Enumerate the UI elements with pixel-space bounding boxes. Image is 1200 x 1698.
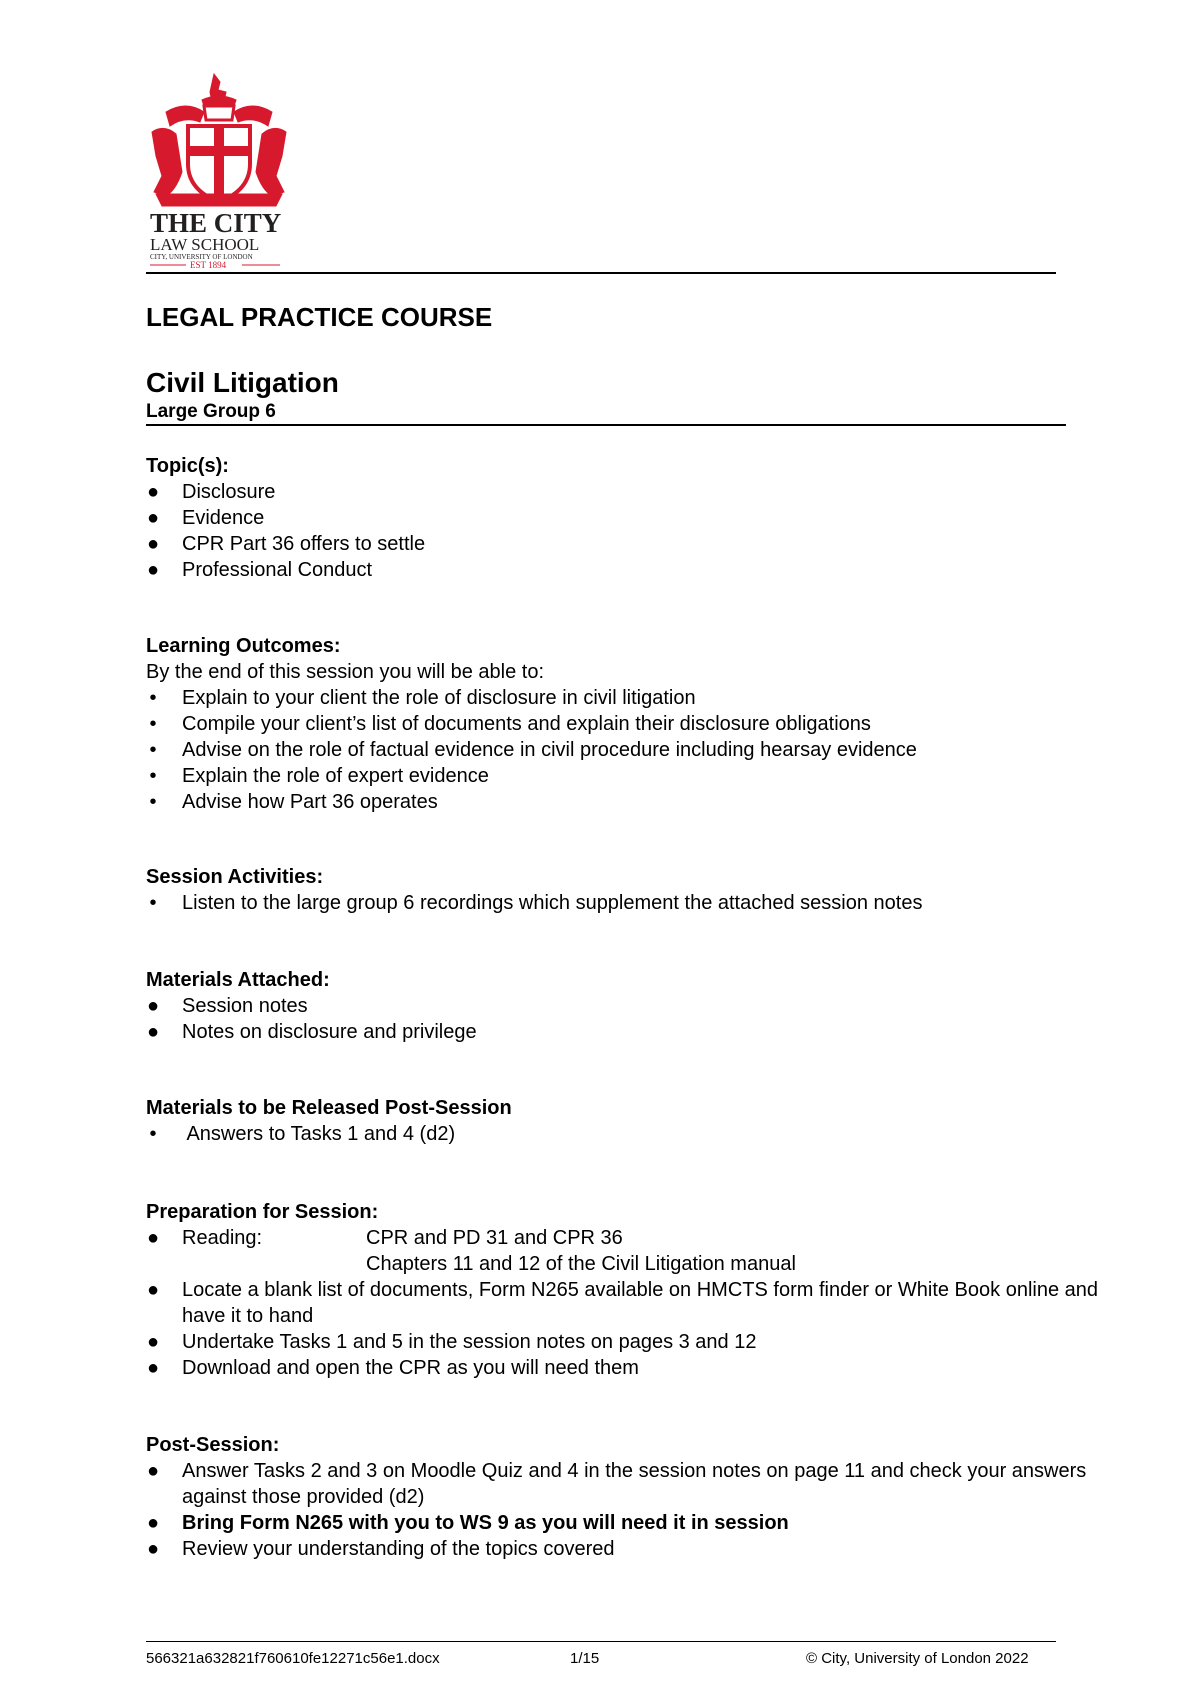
list-item: ● Review your understanding of the topics covered [146, 1538, 615, 1560]
list-item: • Answers to Tasks 1 and 4 (d2) [146, 1121, 1100, 1147]
activities-section [146, 864, 1100, 916]
list-item: ● Evidence [146, 507, 265, 529]
course-title: LEGAL PRACTICE COURSE [146, 302, 493, 332]
outcomes-heading: Learning Outcomes: [146, 635, 341, 657]
list-item: ● Bring Form N265 with you to WS 9 as you will need it in session [146, 1512, 789, 1534]
bullet-icon: ● [146, 1021, 160, 1043]
post-session-list [146, 1458, 1100, 1562]
list-item: ● Notes on disclosure and privilege [146, 1021, 477, 1043]
list-item: • Explain to your client the role of disclosure in civil litigation [146, 685, 1100, 711]
reading-line-2: Chapters 11 and 12 of the Civil Litigation manual [366, 1253, 796, 1275]
bullet-icon: • [149, 739, 157, 761]
list-item: ● Locate a blank list of documents, Form N265 available on HMCTS form finder or White Book online and have it to hand [146, 1279, 1098, 1327]
post-release-list [146, 1121, 1100, 1147]
header-rule [146, 272, 1056, 274]
materials-section [146, 967, 1100, 1045]
footer-filename: 566321a632821f760610fe12271c56e1.docx [146, 1650, 440, 1667]
city-law-school-logo [146, 72, 292, 268]
outcomes-intro: By the end of this session you will be able to: [146, 661, 545, 683]
bullet-icon: • [149, 713, 157, 735]
topics-heading: Topic(s): [146, 455, 229, 477]
logo-line-4: EST 1894 [190, 260, 227, 268]
reading-label: Reading: [182, 1227, 263, 1249]
preparation-list [146, 1225, 1100, 1381]
list-item: • Compile your client’s list of documents and explain their disclosure obligations [146, 711, 1100, 737]
outcomes-section [146, 633, 1100, 815]
group-subtitle: Large Group 6 [146, 401, 276, 422]
topics-section [146, 453, 1100, 583]
preparation-section [146, 1199, 1100, 1381]
bullet-icon: • [149, 1123, 157, 1145]
list-item: ● Answer Tasks 2 and 3 on Moodle Quiz and 4 in the session notes on page 11 and check your answers against those provided (d2) [146, 1460, 1087, 1508]
list-item: • Advise on the role of factual evidence in civil procedure including hearsay evidence [146, 737, 1100, 763]
materials-list [146, 993, 1100, 1045]
list-item: • Listen to the large group 6 recordings which supplement the attached session notes [146, 890, 1100, 916]
bullet-icon: ● [146, 481, 160, 503]
list-item: ● Session notes [146, 995, 308, 1017]
bullet-icon: ● [146, 995, 160, 1017]
activities-list [146, 890, 1100, 916]
bullet-icon: ● [146, 1538, 160, 1560]
bullet-icon: • [149, 687, 157, 709]
bullet-icon: • [149, 791, 157, 813]
materials-heading: Materials Attached: [146, 969, 330, 991]
list-item: ● Undertake Tasks 1 and 5 in the session notes on pages 3 and 12 [146, 1331, 757, 1353]
bullet-icon: ● [146, 1279, 160, 1301]
footer-copyright: © City, University of London 2022 [806, 1650, 1029, 1667]
topics-list [146, 479, 1100, 583]
post-release-heading: Materials to be Released Post-Session [146, 1097, 512, 1119]
post-release-section [146, 1095, 1100, 1147]
bullet-icon: ● [146, 1460, 160, 1482]
list-item: • Explain the role of expert evidence [146, 763, 1100, 789]
preparation-heading: Preparation for Session: [146, 1201, 379, 1223]
list-item [146, 1225, 1100, 1277]
logo-line-3: CITY, UNIVERSITY OF LONDON [150, 253, 253, 261]
bullet-icon: ● [146, 1357, 160, 1379]
bullet-icon: • [149, 892, 157, 914]
post-session-heading: Post-Session: [146, 1434, 280, 1456]
bullet-icon: ● [146, 559, 160, 581]
outcomes-list [146, 685, 1100, 815]
bullet-icon: ● [146, 1331, 160, 1353]
post-session-section [146, 1432, 1100, 1562]
list-item: ● Disclosure [146, 481, 276, 503]
activities-heading: Session Activities: [146, 866, 324, 888]
bullet-icon: • [149, 765, 157, 787]
bullet-icon: ● [146, 1227, 160, 1249]
logo-line-1: THE CITY [150, 208, 282, 238]
list-item: ● CPR Part 36 offers to settle [146, 533, 426, 555]
module-title: Civil Litigation [146, 367, 339, 398]
reading-line-1: CPR and PD 31 and CPR 36 [366, 1227, 623, 1249]
footer-page-number: 1/15 [570, 1650, 600, 1667]
bullet-icon: ● [146, 507, 160, 529]
title-rule [146, 424, 1066, 426]
list-item: ● Professional Conduct [146, 559, 373, 581]
bullet-icon: ● [146, 1512, 160, 1534]
bullet-icon: ● [146, 533, 160, 555]
list-item: • Advise how Part 36 operates [146, 789, 1100, 815]
logo-line-2: LAW SCHOOL [150, 235, 260, 254]
footer-rule [146, 1641, 1056, 1642]
list-item: ● Download and open the CPR as you will need them [146, 1357, 639, 1379]
